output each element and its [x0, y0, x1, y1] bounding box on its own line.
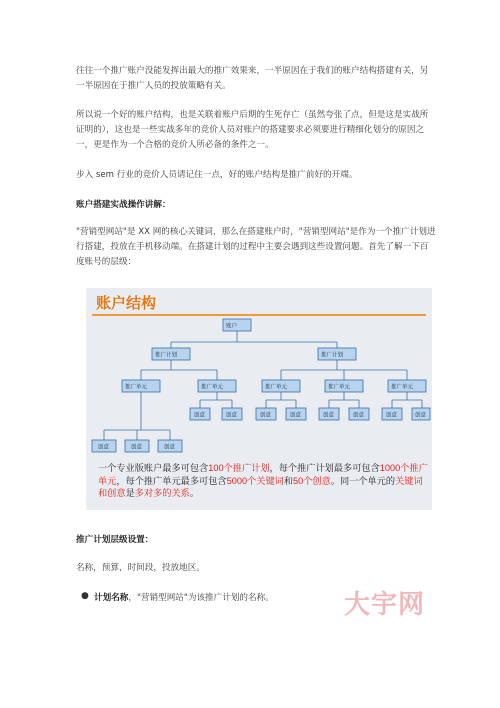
caption-highlight-keywords: 5000个关键词	[226, 475, 284, 486]
creative-node-j-label: 创意	[131, 444, 143, 451]
creative-node-g	[382, 408, 402, 420]
bullet-dot-icon: ●	[81, 591, 89, 601]
creative-node-b	[222, 408, 242, 420]
unit-node-3-label: 推广单元	[265, 384, 288, 391]
bullet-text: ，"营销型网站"为该推广计划的名称。	[128, 593, 274, 603]
plan-node-left-label: 推广计划	[155, 352, 178, 359]
caption-text-6: 是	[125, 488, 135, 498]
creative-node-d-label: 创意	[290, 412, 302, 419]
caption-text-4: 和	[283, 475, 294, 486]
creative-node-j	[125, 440, 149, 452]
caption-text-7: 。	[189, 488, 200, 498]
unit-node-4-label: 推广单元	[328, 384, 351, 391]
intro-paragraph-3: 步入 sem 行业的竞价人员请记住一点，好的账户结构是推广前好的开端。	[76, 170, 358, 180]
creative-node-a-label: 创意	[194, 412, 206, 419]
plan-node-right-label: 推广计划	[321, 352, 344, 359]
caption-text-5: 。同一个单元的	[330, 475, 396, 486]
caption-text-2: ，每个推广计划最多可包含	[269, 463, 380, 473]
section-heading-plan-settings: 推广计划层级设置：	[76, 535, 154, 545]
caption-highlight-plans: 100个推广计划	[208, 463, 270, 473]
caption-highlight-creatives: 50个创意	[293, 475, 331, 486]
figure-title: 账户结构	[96, 294, 157, 312]
unit-node-2-label: 推广单元	[201, 384, 224, 391]
section-body-account-setup: "营销型网站"是 XX 网的核心关键词，那么在搭建账户时，"营销型网站"是作为一个推广计划进行搭建，投放在手机移动端。在搭建计划的过程中主要会遇到这些设置问题。首先了解一下百度账号的层级：	[76, 227, 436, 267]
plan-node-left	[152, 348, 190, 360]
creative-node-f	[349, 408, 369, 420]
intro-paragraph-2: 所以说一个好的账户结构，也是关联着账户后期的生死存亡（虽然夸张了点，但是这是实战所证明的），这也是一些实战多年的竞价人员对账户的搭建要求必须要进行精细化划分的原因之一，更是作为一个合格的竞价人所必备的条件之一。	[76, 110, 429, 150]
creative-node-c-label: 创意	[260, 412, 272, 419]
creative-node-e-label: 创意	[323, 412, 335, 419]
unit-node-4	[325, 380, 363, 392]
creative-node-i-label: 创意	[98, 444, 110, 451]
creative-node-k-label: 创意	[164, 444, 176, 451]
creative-node-k	[158, 440, 182, 452]
section-heading-account-setup: 账户搭建实战操作讲解：	[76, 200, 171, 210]
caption-highlight-kw-creatives: 关键词和创意	[98, 475, 423, 498]
creative-node-c	[256, 408, 276, 420]
creative-node-f-label: 创意	[353, 412, 365, 419]
caption-highlight-units: 1000个推广单元	[98, 463, 428, 486]
creative-node-h-label: 创意	[415, 412, 427, 419]
figure-caption	[98, 462, 428, 500]
root-account-node	[223, 319, 251, 331]
intro-paragraph-1: 往往一个推广账户没能发挥出最大的推广效果来，一半原因在于我们的账户结构搭建有关，另一半原因在于推广人员的投放策略有关。	[76, 66, 429, 91]
root-account-label: 账户	[226, 323, 238, 330]
bullet-label: 计划名称	[94, 593, 129, 603]
creative-node-d	[286, 408, 306, 420]
creative-node-b-label: 创意	[226, 412, 238, 419]
section-body-plan-settings: 名称，预算，时间段，投放地区。	[76, 563, 205, 573]
account-structure-figure	[86, 288, 432, 510]
unit-node-3	[262, 380, 300, 392]
caption-highlight-many-to-many: 多对多的关系	[134, 488, 190, 498]
unit-node-1-label: 推广单元	[125, 384, 148, 391]
unit-node-2	[198, 380, 236, 392]
creative-node-g-label: 创意	[386, 412, 398, 419]
caption-text-1: 一个专业版账户最多可包含	[98, 463, 209, 473]
unit-node-5-label: 推广单元	[391, 384, 414, 391]
watermark-logo: 大宇网	[344, 590, 426, 620]
creative-node-e	[319, 408, 339, 420]
creative-node-a	[190, 408, 210, 420]
bullet-plan-name	[81, 591, 274, 603]
creative-node-i	[92, 440, 116, 452]
caption-text-3: ，每个推广单元最多可包含	[116, 475, 227, 486]
plan-node-right	[318, 348, 356, 360]
unit-node-1	[122, 380, 160, 392]
creative-node-h	[412, 408, 430, 420]
unit-node-5	[388, 380, 426, 392]
